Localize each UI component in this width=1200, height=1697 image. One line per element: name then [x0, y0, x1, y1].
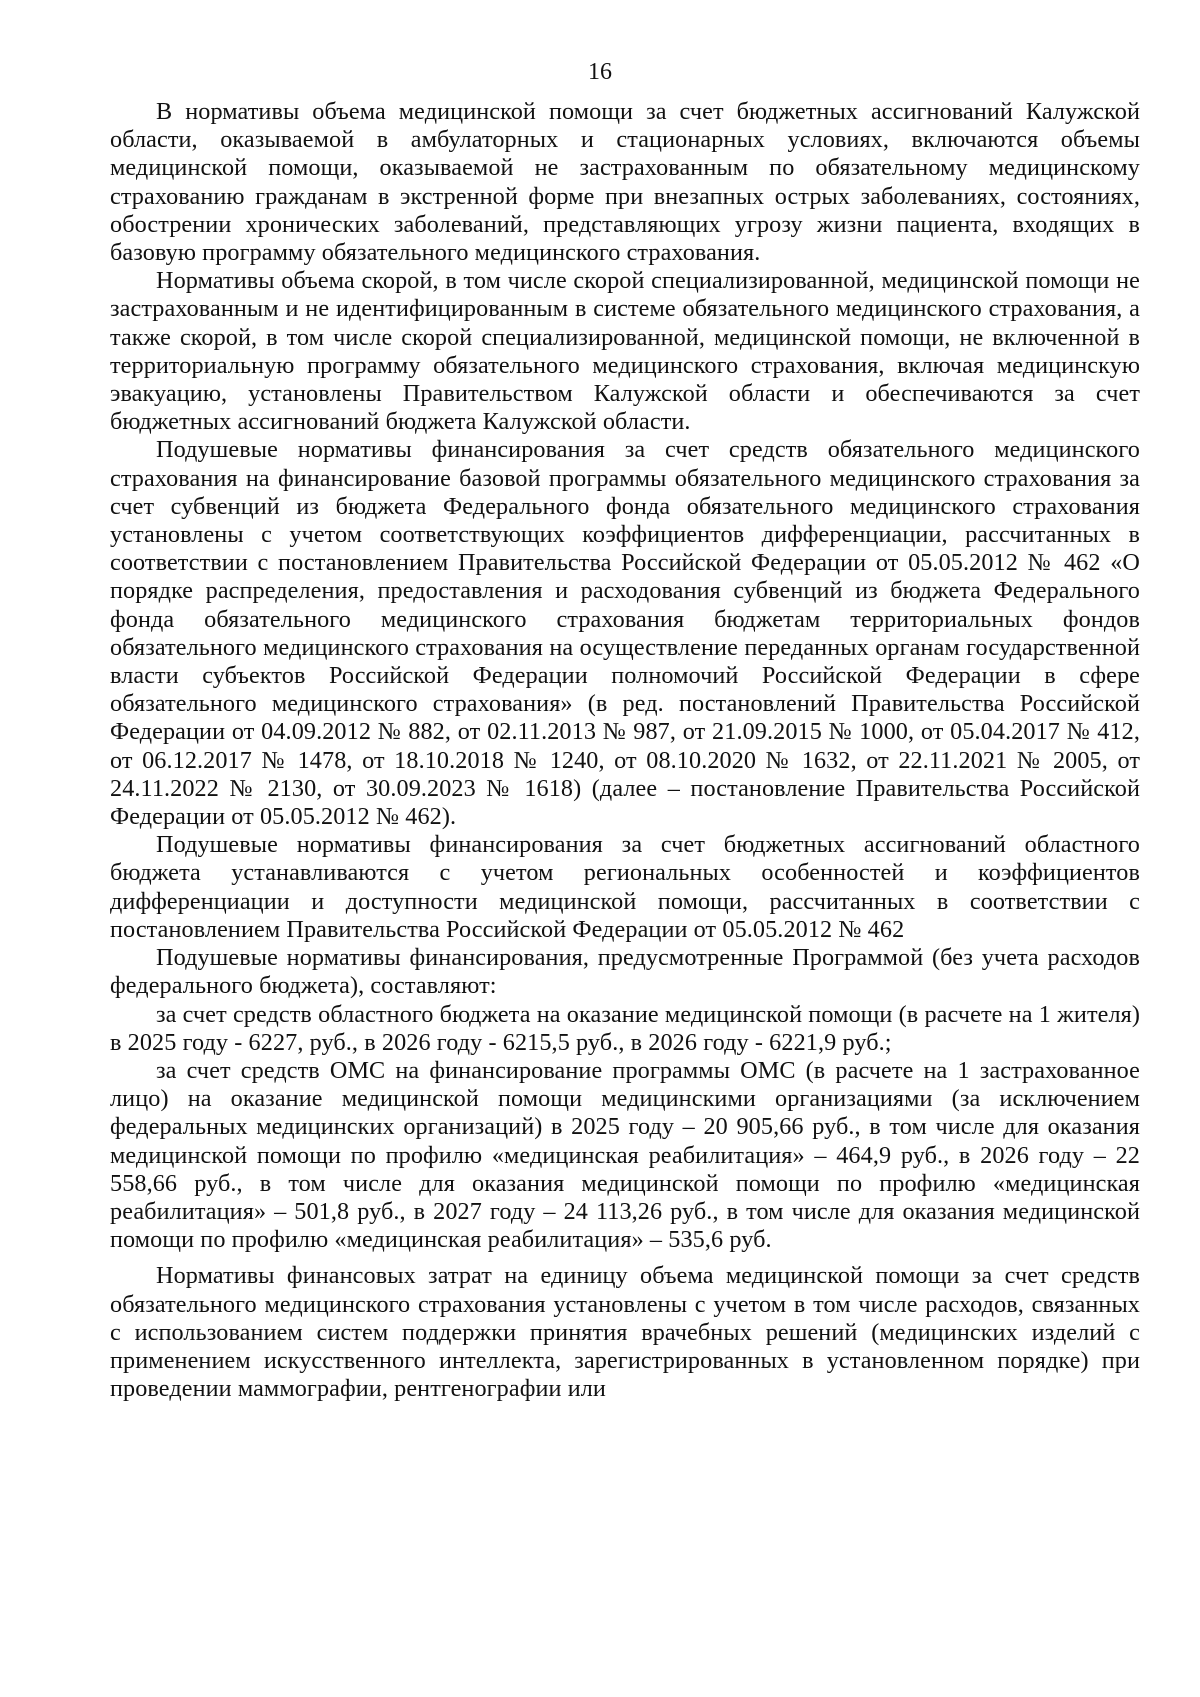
paragraph-regional-budget-amounts: за счет средств областного бюджета на оказание медицинской помощи (в расчете на 1 жителя) в 2025 году - 6227, руб., в 2026 году - 6215,5 руб., в 2026 году - 6221,9 руб.; — [110, 1000, 1140, 1056]
paragraph-financial-cost-norms: Нормативы финансовых затрат на единицу объема медицинской помощи за счет средств обязательного медицинского страхования установлены с учетом в том числе расходов, связанных с использованием систем поддержки принятия врачебных решений (медицинских изделий с применением искусственного интеллекта, зарегистрированных в установленном порядке) при проведении маммографии, рентгенографии или — [110, 1262, 1140, 1403]
paragraph-per-capita-program-norms: Подушевые нормативы финансирования, предусмотренные Программой (без учета расходов федерального бюджета), составляют: — [110, 944, 1140, 1000]
page-number: 16 — [588, 59, 612, 85]
paragraph-per-capita-oms-norms: Подушевые нормативы финансирования за счет средств обязательного медицинского страхования на финансирование базовой программы обязательного медицинского страхования за счет субвенций из бюджета Федерального фонда обязательного медицинского страхования установлены с учетом соответствующих коэффициентов дифференциации, рассчитанных в соответствии с постановлением Правительства Российской Федерации от 05.05.2012 № 462 «О порядке распределения, предоставления и расходования субвенций из бюджета Федерального фонда обязательного медицинского страхования бюджетам территориальных фондов обязательного медицинского страхования на осуществление переданных органам государственной власти субъектов Российской Федерации полномочий Российской Федерации в сфере обязательного медицинского страхования» (в ред. постановлений Правительства Российской Федерации от 04.09.2012 № 882, от 02.11.2013 № 987, от 21.09.2015 № 1000, от 05.04.2017 № 412, от 06.12.2017 № 1478, от 18.10.2018 № 1240, от 08.10.2020 № 1632, от 22.11.2021 № 2005, от 24.11.2022 № 2130, от 30.09.2023 № 1618) (далее – постановление Правительства Российской Федерации от 05.05.2012 № 462). — [110, 436, 1140, 831]
paragraph-oms-amounts: за счет средств ОМС на финансирование программы ОМС (в расчете на 1 застрахованное лицо) на оказание медицинской помощи медицинскими организациями (за исключением федеральных медицинских организаций) в 2025 году – 20 905,66 руб., в том числе для оказания медицинской помощи по профилю «медицинская реабилитация» – 464,9 руб., в 2026 году – 22 558,66 руб., в том числе для оказания медицинской помощи по профилю «медицинская реабилитация» – 501,8 руб., в 2027 году – 24 113,26 руб., в том числе для оказания медицинской помощи по профилю «медицинская реабилитация» – 535,6 руб. — [110, 1056, 1140, 1254]
document-body — [110, 98, 1140, 1403]
paragraph-emergency-care-norms: Нормативы объема скорой, в том числе скорой специализированной, медицинской помощи не застрахованным и не идентифицированным в системе обязательного медицинского страхования, а также скорой, в том числе скорой специализированной, медицинской помощи, не включенной в территориальную программу обязательного медицинского страхования, включая медицинскую эвакуацию, установлены Правительством Калужской области и обеспечиваются за счет бюджетных ассигнований бюджета Калужской области. — [110, 267, 1140, 436]
paragraph-per-capita-budget-norms: Подушевые нормативы финансирования за счет бюджетных ассигнований областного бюджета устанавливаются с учетом региональных особенностей и коэффициентов дифференциации и доступности медицинской помощи, рассчитанных в соответствии с постановлением Правительства Российской Федерации от 05.05.2012 № 462 — [110, 831, 1140, 943]
paragraph-inpatient-volume-norms: В нормативы объема медицинской помощи за счет бюджетных ассигнований Калужской области, оказываемой в амбулаторных и стационарных условиях, включаются объемы медицинской помощи, оказываемой не застрахованным по обязательному медицинскому страхованию гражданам в экстренной форме при внезапных острых заболеваниях, состояниях, обострении хронических заболеваний, представляющих угрозу жизни пациента, входящих в базовую программу обязательного медицинского страхования. — [110, 98, 1140, 267]
